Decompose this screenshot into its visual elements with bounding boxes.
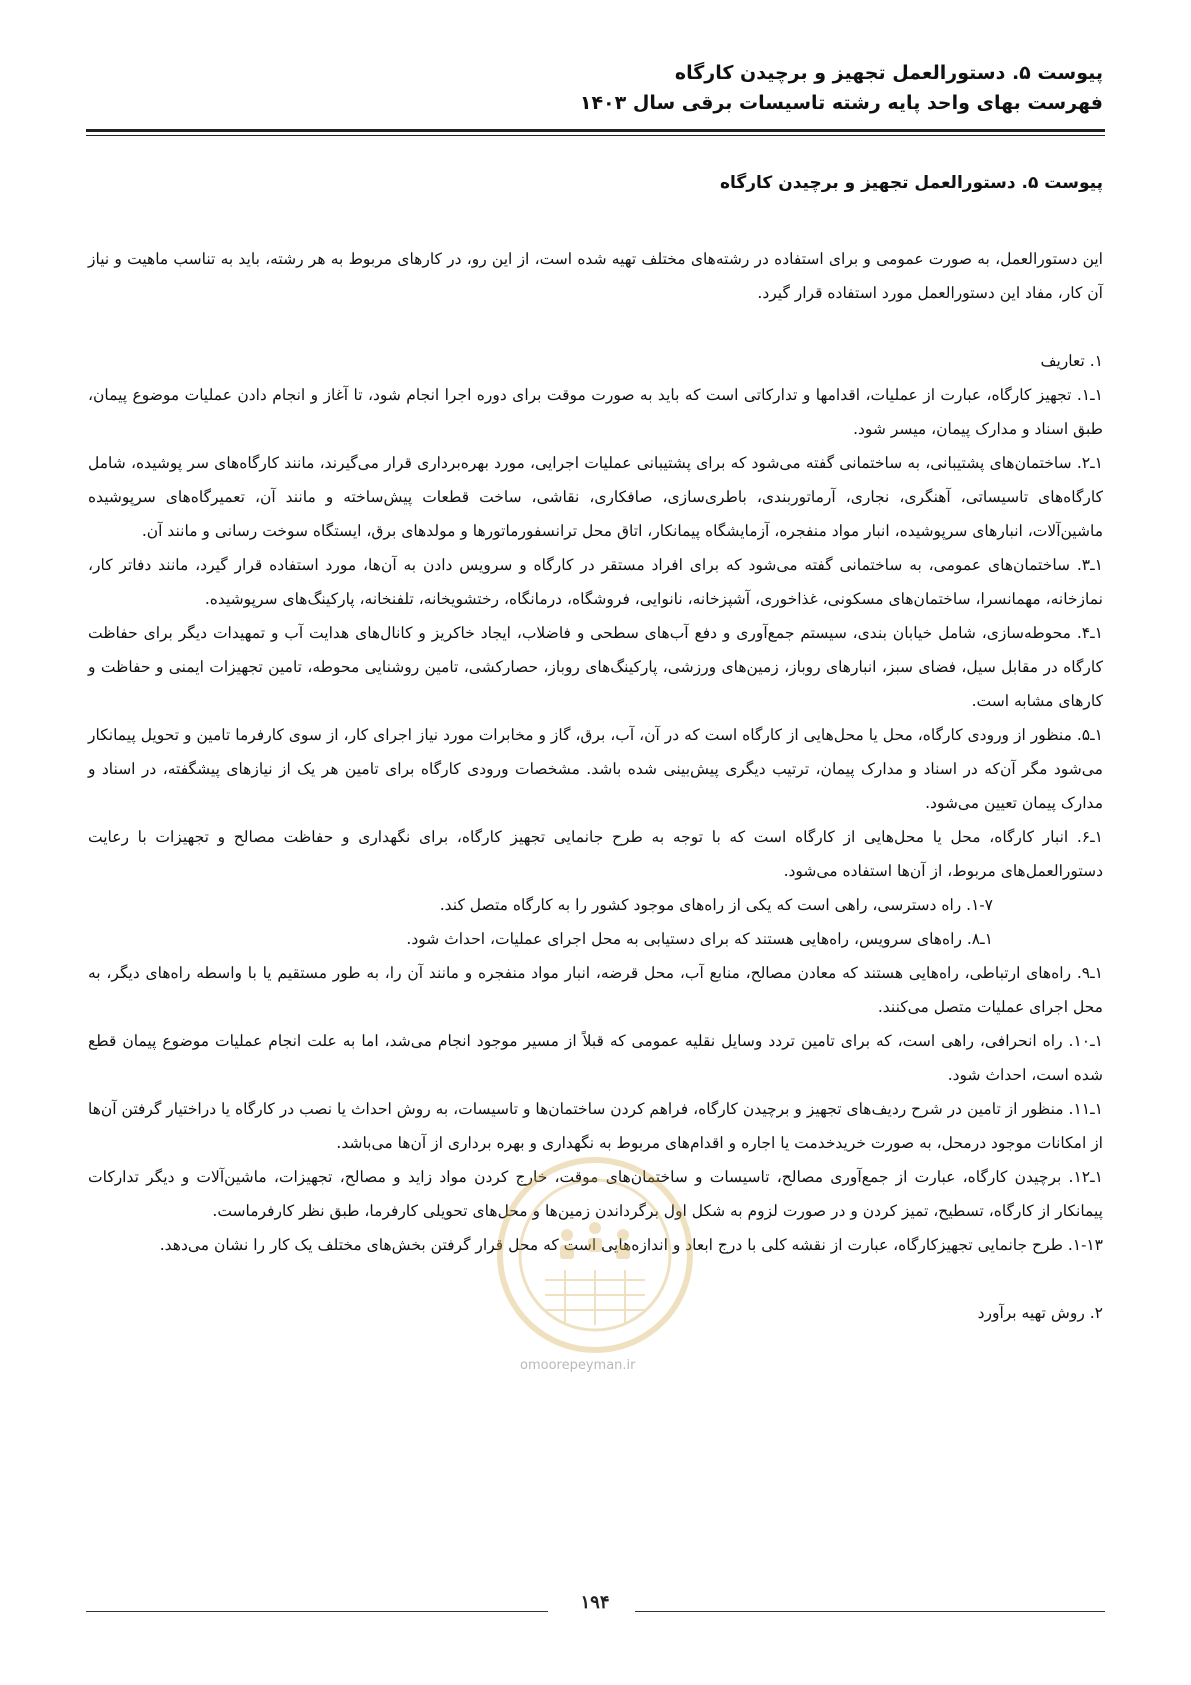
definition-1-8: ۱ـ۸. راه‌های سرویس، راه‌هایی هستند که برای دستیابی به محل اجرای عملیات، احداث شود. xyxy=(406,930,993,948)
definition-1-4: ۱ـ۴. محوطه‌سازی، شامل خیابان بندی، سیستم جمع‌آوری و دفع آب‌های سطحی و فاضلاب، ایجاد خاکریز و کانال‌های هدایت آب و تمهیدات دیگر برای حفاظت کارگاه در مقابل سیل، فضای سبز، انبارهای روباز، زمین‌های ورزشی، پارکینگ‌های روباز، حصارکشی، تامین روشنایی محوطه، تامین تجهیزات ایمنی و حفاظت و کارهای مشابه است. xyxy=(88,624,1103,710)
definition-1-7: ۱-۷. راه دسترسی، راهی است که یکی از راه‌های موجود کشور را به کارگاه متصل کند. xyxy=(439,896,993,914)
definition-1-12: ۱ـ۱۲. برچیدن کارگاه، عبارت از جمع‌آوری مصالح، تاسیسات و ساختمان‌های موقت، خارج کردن مواد زاید و مصالح، تجهیزات، ماشین‌آلات و دیگر تدارکات پیمانکار از کارگاه، تسطیح، تمیز کردن و در صورت لزوم به شکل اول برگرداندن زمین‌ها و محل‌های تحویلی کارفرما، طبق نظر کارفرماست. xyxy=(88,1168,1103,1220)
definition-1-13: ۱-۱۳. طرح جانمایی تجهیزکارگاه، عبارت از نقشه کلی با درج ابعاد و اندازه‌هایی است که محل قرار گرفتن بخش‌های مختلف یک کار را نشان می‌دهد. xyxy=(159,1236,1103,1254)
definition-1-9: ۱ـ۹. راه‌های ارتباطی، راه‌هایی هستند که معادن مصالح، منابع آب، محل قرضه، انبار مواد منفجره و مانند آن را، به طور مستقیم یا با واسطه راه‌های دیگر، به محل اجرای عملیات متصل می‌کنند. xyxy=(88,964,1103,1016)
definition-1-10: ۱ـ۱۰. راه انحرافی، راهی است، که برای تامین تردد وسایل نقلیه عمومی که قبلاً از مسیر موجود انجام می‌شد، اما به علت انجام عملیات موضوع پیمان قطع شده است، احداث شود. xyxy=(88,1032,1103,1084)
header-rule-thin xyxy=(86,135,1105,136)
definition-1-1: ۱ـ۱. تجهیز کارگاه، عبارت از عملیات، اقدامها و تدارکاتی است که باید به صورت موقت برای دوره اجرا انجام شود، تا آغاز و انجام دادن عملیات موضوع پیمان، طبق اسناد و مدارک پیمان، میسر شود. xyxy=(88,386,1103,438)
header-subtitle: فهرست بهای واحد پایه رشته تاسیسات برقی سال ۱۴۰۳ xyxy=(579,92,1103,114)
footer-rule-right xyxy=(635,1611,1105,1612)
footer-rule-left xyxy=(86,1611,548,1612)
page-number: ۱۹۴ xyxy=(580,1592,610,1613)
heading-estimation-method: ۲. روش تهیه برآورد xyxy=(977,1304,1103,1322)
definition-1-3: ۱ـ۳. ساختمان‌های عمومی، به ساختمانی گفته می‌شود که برای افراد مستقر در کارگاه و سرویس دادن به آن‌ها، مورد استفاده قرار گیرد، مانند دفاتر کار، نمازخانه، مهمانسرا، ساختمان‌های مسکونی، غذاخوری، آشپزخانه، نانوایی، فروشگاه، درمانگاه، رختشویخانه، تلفنخانه، پارکینگ‌های سرپوشیده. xyxy=(88,556,1103,608)
document-body xyxy=(88,242,1103,1330)
header-title: پیوست ۵. دستورالعمل تجهیز و برچیدن کارگاه xyxy=(674,62,1103,84)
heading-definitions: ۱. تعاریف xyxy=(1040,352,1103,370)
section-title: پیوست ۵. دستورالعمل تجهیز و برچیدن کارگاه xyxy=(719,173,1103,193)
definition-1-5: ۱ـ۵. منظور از ورودی کارگاه، محل یا محل‌هایی از کارگاه است که در آن، آب، برق، گاز و مخابرات مورد نیاز اجرای کار، از سوی کارفرما تامین و تحویل پیمانکار می‌شود مگر آن‌که در اسناد و مدارک پیمان، ترتیب دیگری پیش‌بینی شده باشد. مشخصات ورودی کارگاه برای تامین هر یک از نیازهای پیشگفته، در اسناد و مدارک پیمان تعیین می‌شود. xyxy=(88,726,1103,812)
intro-paragraph: این دستورالعمل، به صورت عمومی و برای استفاده در رشته‌های مختلف تهیه شده است، از این رو، در کارهای مربوط به هر رشته، باید به تناسب ماهیت و نیاز آن کار، مفاد این دستورالعمل مورد استفاده قرار گیرد. xyxy=(88,250,1103,302)
header-rule-thick xyxy=(86,129,1105,132)
definition-1-6: ۱ـ۶. انبار کارگاه، محل یا محل‌هایی از کارگاه است که با توجه به طرح جانمایی تجهیز کارگاه، برای نگهداری و حفاظت مصالح و تجهیزات با رعایت دستورالعمل‌های مربوط، از آن‌ها استفاده می‌شود. xyxy=(88,828,1103,880)
page-header xyxy=(88,58,1103,118)
definition-1-11: ۱ـ۱۱. منظور از تامین در شرح ردیف‌های تجهیز و برچیدن کارگاه، فراهم کردن ساختمان‌ها و تاسیسات، به روش احداث یا نصب در کارگاه یا دراختیار گرفتن آن‌ها از امکانات موجود درمحل، به صورت خریدخدمت یا اجاره و اقدام‌های مربوط به نگهداری و بهره برداری از آن‌ها می‌باشد. xyxy=(88,1100,1103,1152)
watermark-text: omoorepeyman.ir xyxy=(520,1358,636,1373)
definition-1-2: ۱ـ۲. ساختمان‌های پشتیبانی، به ساختمانی گفته می‌شود که برای پشتیبانی عملیات اجرایی، مورد بهره‌برداری قرار می‌گیرند، مانند کارگاه‌های سر پوشیده، شامل کارگاه‌های تاسیساتی، آهنگری، نجاری، آرماتوربندی، باطری‌سازی، صافکاری، نقاشی، ساخت قطعات پیش‌ساخته و مانند آن، تعمیرگاه‌های سرپوشیده ماشین‌آلات، انبارهای سرپوشیده، انبار مواد منفجره، آزمایشگاه پیمانکار، اتاق محل ترانسفورماتورها و مولدهای برق، ایستگاه سوخت رسانی و مانند آن. xyxy=(88,454,1103,540)
